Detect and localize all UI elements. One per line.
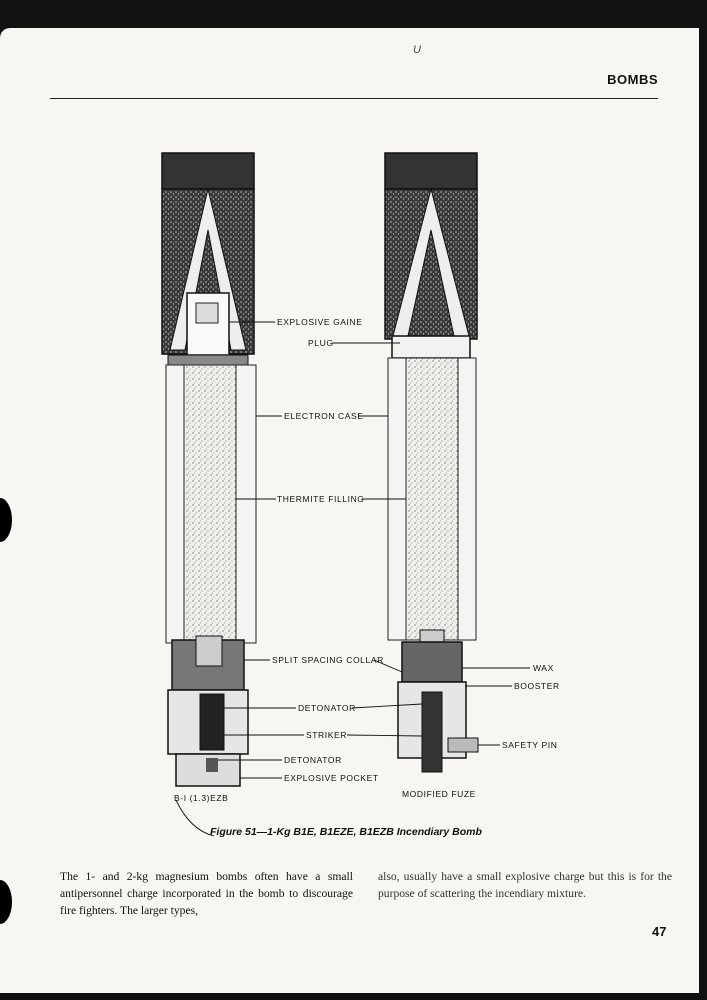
label-explosive-gaine: EXPLOSIVE GAINE (277, 317, 363, 327)
label-split-spacing-collar: SPLIT SPACING COLLAR (272, 655, 384, 665)
left-explosive-gaine (187, 293, 229, 355)
right-cap (420, 630, 444, 642)
label-left-fuze: B-I (1.3)EZB (174, 793, 229, 803)
body-text-left: The 1- and 2-kg magnesium bombs often have a small antipersonnel charge incorporated in the bomb to discourage fire fighters. The larger types, (60, 870, 353, 917)
label-right-fuze: MODIFIED FUZE (402, 789, 476, 799)
right-safety-pin (448, 738, 478, 752)
label-plug: PLUG (308, 338, 334, 348)
left-detonator (206, 758, 218, 772)
left-shoulder (168, 355, 248, 365)
right-case-wall (458, 358, 476, 640)
page-number: 47 (652, 924, 667, 939)
right-striker (422, 692, 442, 772)
label-detonator-lower: DETONATOR (284, 755, 342, 765)
body-text-right: also, usually have a small explosive charge but this is for the purpose of scattering the incendiary mixture. (378, 870, 672, 900)
left-bomb (162, 153, 256, 786)
label-striker: STRIKER (306, 730, 348, 740)
label-detonator: DETONATOR (298, 703, 356, 713)
figure-caption: Figure 51—1-Kg B1E, B1EZE, B1EZB Incendiary Bomb (210, 826, 482, 838)
label-wax: WAX (533, 663, 554, 673)
right-tail-cap (385, 153, 477, 189)
label-thermite-filling: THERMITE FILLING (277, 494, 365, 504)
right-thermite-filling (406, 358, 458, 640)
left-tail-cap (162, 153, 254, 189)
label-safety-pin: SAFETY PIN (502, 740, 558, 750)
label-electron-case: ELECTRON CASE (284, 411, 364, 421)
left-case-wall (166, 365, 186, 643)
stray-mark: U (413, 44, 421, 56)
left-gaine-core (196, 303, 218, 323)
right-plug (392, 336, 470, 358)
left-collar-core (196, 636, 222, 666)
left-thermite-filling (184, 365, 236, 643)
right-booster (402, 642, 462, 682)
label-booster: BOOSTER (514, 681, 560, 691)
header-title: BOMBS (607, 72, 658, 87)
right-bomb (385, 153, 478, 772)
left-striker (200, 694, 224, 750)
left-case-wall (236, 365, 256, 643)
label-explosive-pocket: EXPLOSIVE POCKET (284, 773, 379, 783)
